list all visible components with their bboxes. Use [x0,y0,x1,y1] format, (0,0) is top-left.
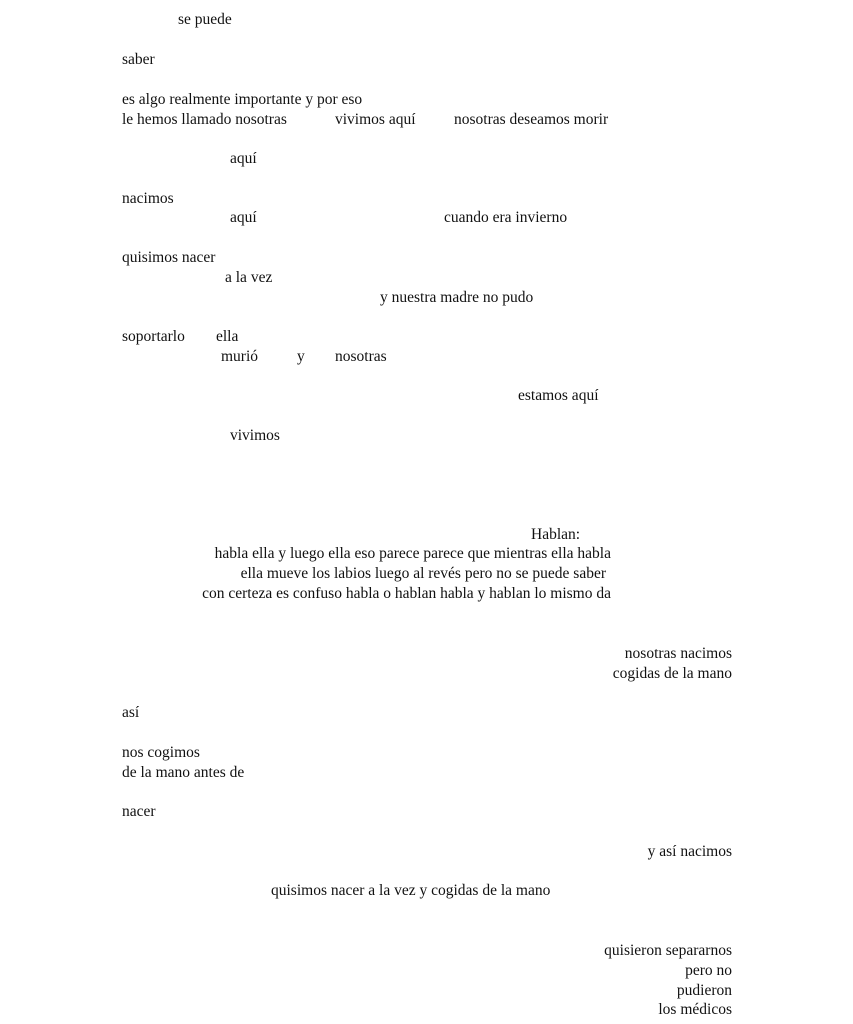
poem-line: se puede [178,11,232,28]
poem-line: soportarlo [122,328,185,345]
poem-line: y nuestra madre no pudo [380,289,534,306]
poem-line: aquí [230,209,257,226]
poem-line: así [122,704,140,721]
poem-line: vivimos [230,427,280,444]
poem-line: cuando era invierno [444,209,568,226]
poem-line: habla ella y luego ella eso parece parece que mientras ella habla [214,545,611,562]
poem-line: ella [216,328,239,345]
poem-line: y [297,348,305,365]
poem-line: pudieron [676,982,732,999]
poem-line: y así nacimos [647,843,732,860]
poem-line: a la vez [225,269,273,286]
poem-line: estamos aquí [518,387,599,404]
poem-line: nacimos [122,190,174,207]
poem-line: con certeza es confuso habla o hablan habla y hablan lo mismo da [202,585,611,602]
poem-line: quisieron separarnos [604,942,732,959]
poem-line: pero no [685,962,732,979]
poem-line: le hemos llamado nosotras [122,111,287,128]
poem-line: Hablan: [531,526,581,543]
poem-line: saber [122,51,155,68]
poem-line: quisimos nacer [122,249,216,266]
poem-line: vivimos aquí [335,111,416,128]
poem-line: nosotras deseamos morir [454,111,609,128]
poem-line: murió [221,348,259,365]
poem-line: nosotras [335,348,387,365]
poem-line: aquí [230,150,257,167]
poem-line: nos cogimos [122,744,200,761]
poem-line: ella mueve los labios luego al revés pero no se puede saber [240,565,606,582]
poem-line: es algo realmente importante y por eso [122,91,363,108]
poem-line: los médicos [658,1001,732,1018]
poem-line: quisimos nacer a la vez y cogidas de la mano [271,882,551,899]
poem-line: cogidas de la mano [612,665,732,682]
poem-line: de la mano antes de [122,764,245,781]
poem-line: nosotras nacimos [624,645,732,662]
poem-line: nacer [122,803,156,820]
